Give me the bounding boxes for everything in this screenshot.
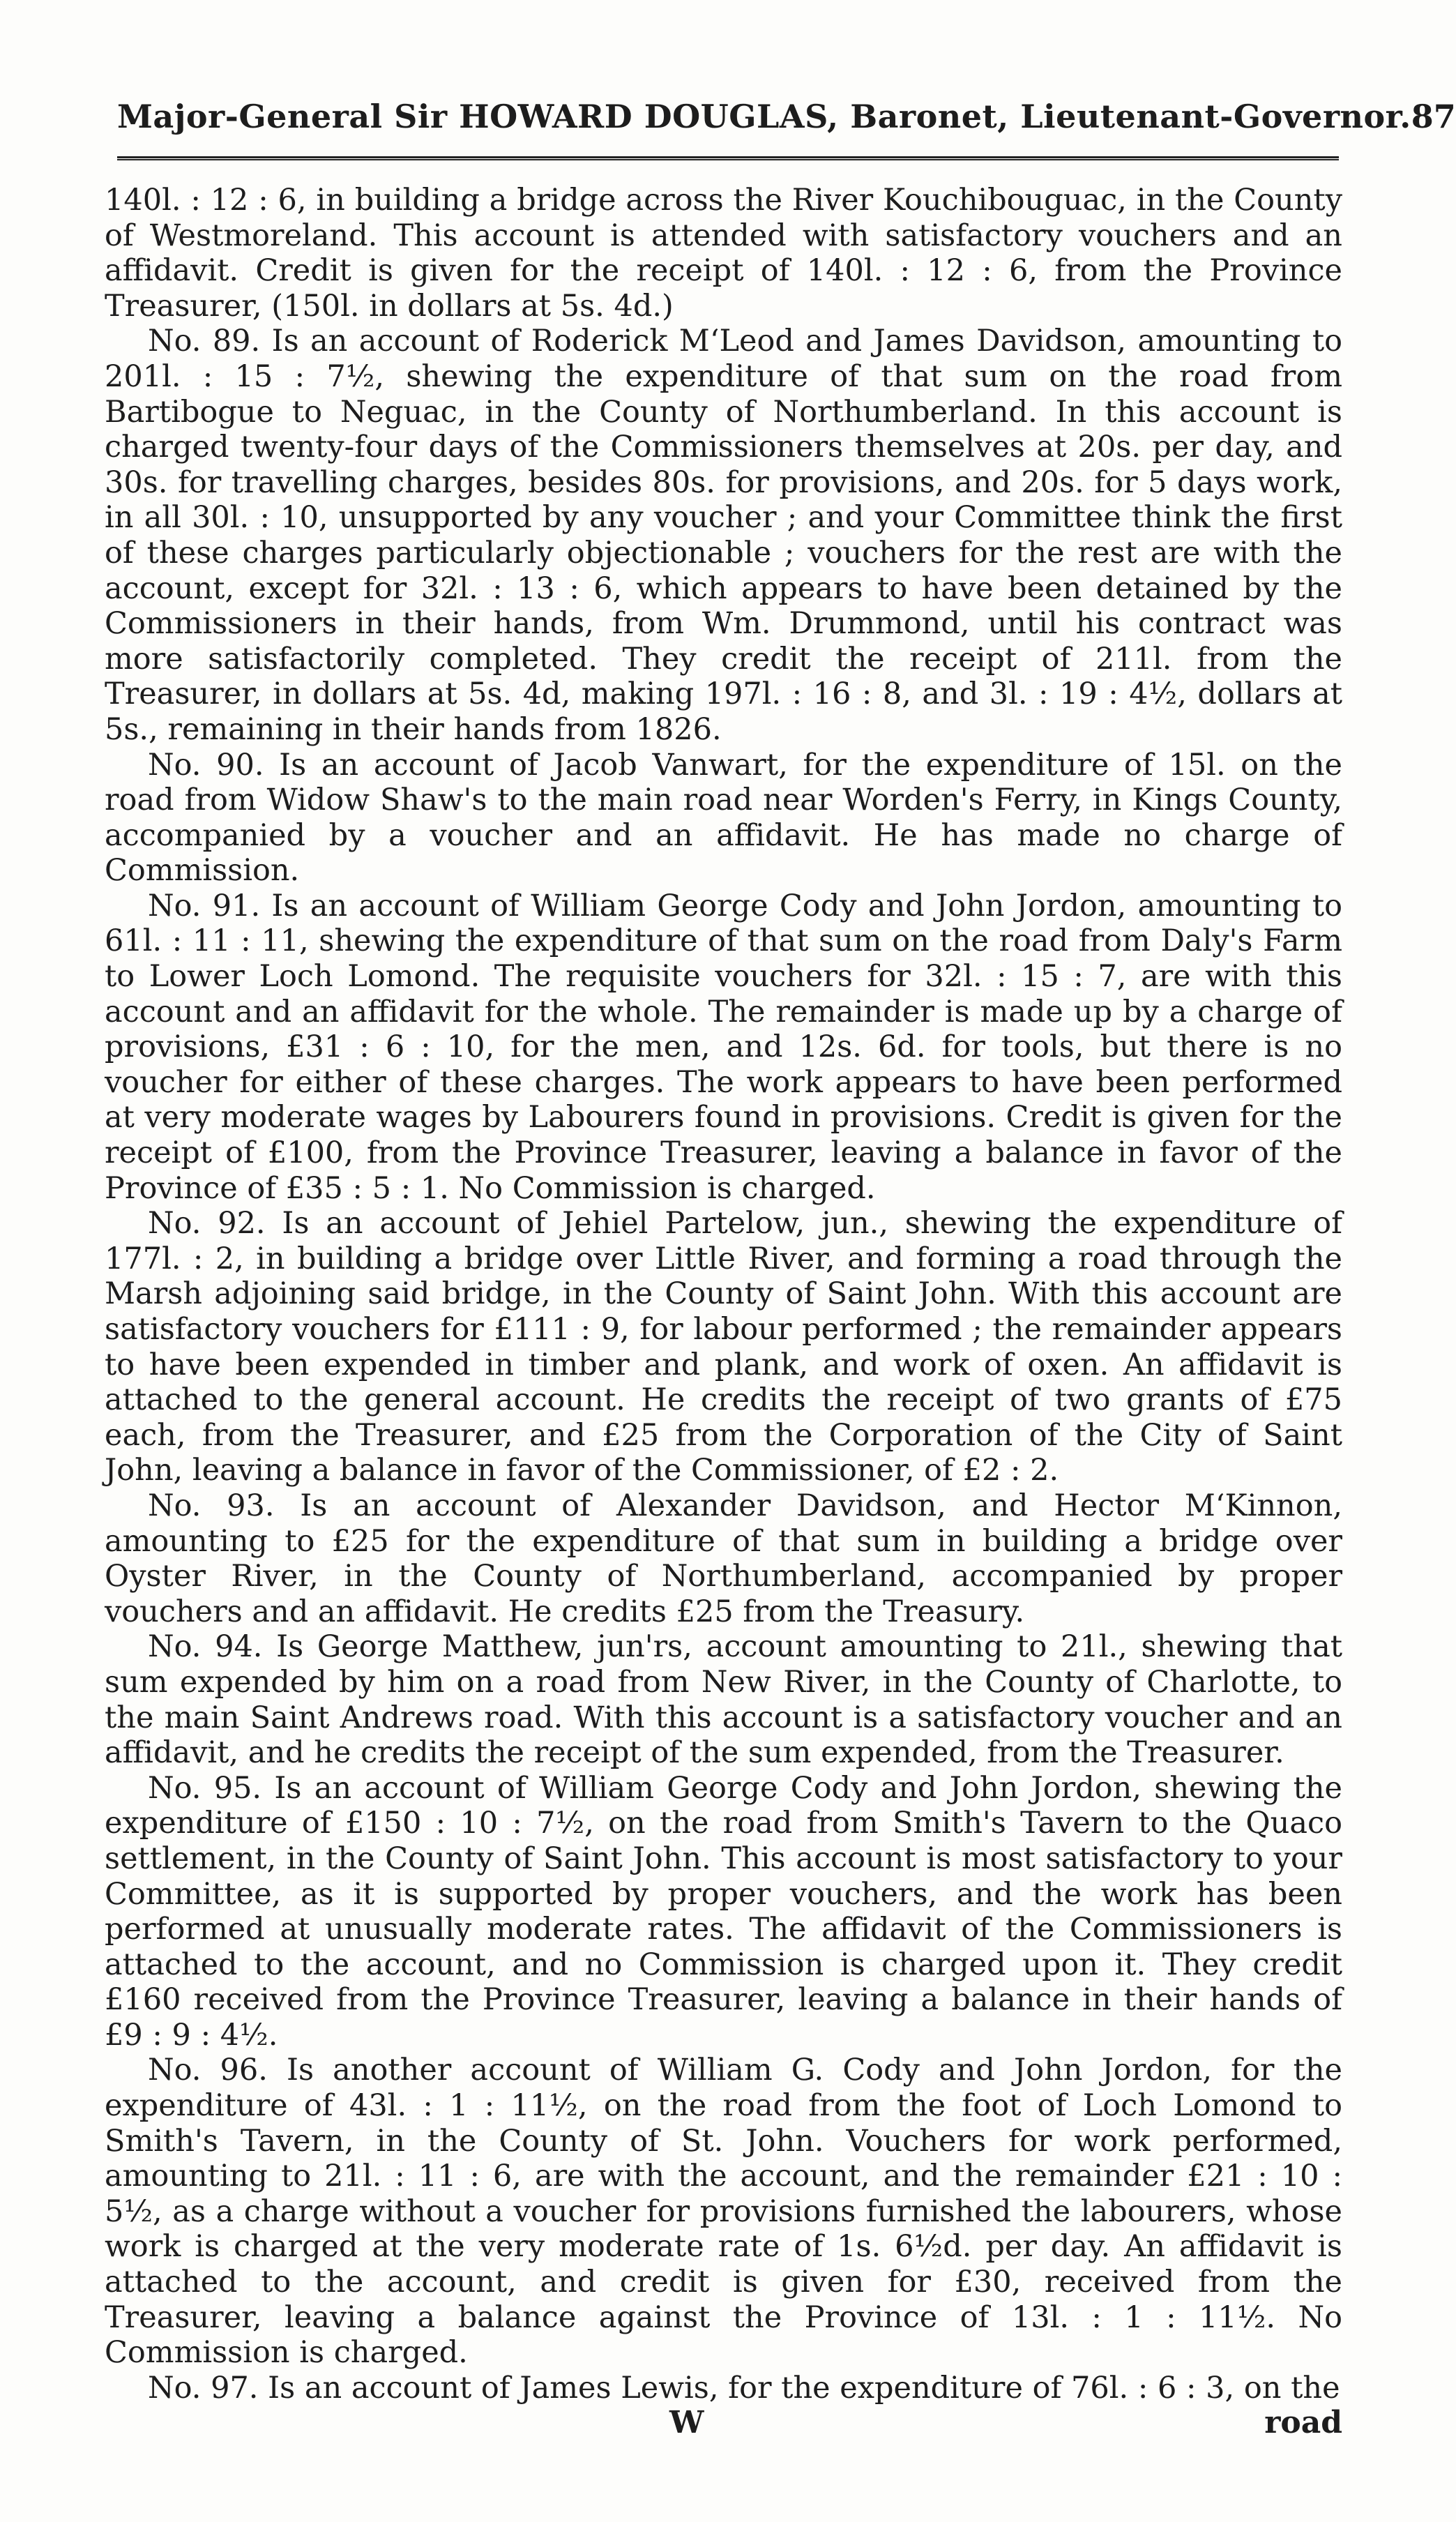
- signature-mark: W: [669, 2405, 704, 2440]
- page-number: 87: [1411, 98, 1456, 135]
- page-footer: [105, 2405, 1342, 2441]
- paragraph-no-96: No. 96. Is another account of William G. Cody and John Jordon, for the expenditure of 43l. : 1 : 11½, on the road from the foot of Loch Lomond to Smith's Tavern, in the County of St. John. Vouchers for work performed, amounting to 21l. : 11 : 6, are with the account, and the remainder £21 : 10 : 5½, as a charge without a voucher for provisions furnished the labourers, whose work is charged at the very moderate rate of 1s. 6½d. per day. An affidavit is attached to the account, and credit is given for £30, received from the Treasurer, leaving a balance against the Province of 13l. : 1 : 11½. No Commission is charged.: [105, 2053, 1342, 2371]
- body-text: [105, 183, 1342, 2406]
- paragraph-continued: 140l. : 12 : 6, in building a bridge across the River Kouchibouguac, in the County of Westmoreland. This account is attended with satisfactory vouchers and an affidavit. Credit is given for the receipt of 140l. : 12 : 6, from the Province Treasurer, (150l. in dollars at 5s. 4d.): [105, 183, 1342, 324]
- paragraph-no-93: No. 93. Is an account of Alexander Davidson, and Hector M‘Kinnon, amounting to £25 for the expenditure of that sum in building a bridge over Oyster River, in the County of Northumberland, accompanied by proper vouchers and an affidavit. He credits £25 from the Treasury.: [105, 1488, 1342, 1629]
- paragraph-no-92: No. 92. Is an account of Jehiel Partelow, jun., shewing the expenditure of 177l. : 2, in building a bridge over Little River, and forming a road through the Marsh adjoining said bridge, in the County of Saint John. With this account are satisfactory vouchers for £111 : 9, for labour performed ; the remainder appears to have been expended in timber and plank, and work of oxen. An affidavit is attached to the general account. He credits the receipt of two grants of £75 each, from the Treasurer, and £25 from the Corporation of the City of Saint John, leaving a balance in favor of the Commissioner, of £2 : 2.: [105, 1206, 1342, 1488]
- paragraph-no-97: No. 97. Is an account of James Lewis, for the expenditure of 76l. : 6 : 3, on the: [148, 2370, 1340, 2406]
- catchword: road: [1264, 2405, 1342, 2440]
- running-title: Major-General Sir HOWARD DOUGLAS, Baronet, Lieutenant-Governor.: [117, 98, 1411, 135]
- paragraph-no-89: No. 89. Is an account of Roderick M‘Leod and James Davidson, amounting to 201l. : 15 : 7½, shewing the expenditure of that sum on the road from Bartibogue to Neguac, in the County of Northumberland. In this account is charged twenty-four days of the Commissioners themselves at 20s. per day, and 30s. for travelling charges, besides 80s. for provisions, and 20s. for 5 days work, in all 30l. : 10, unsupported by any voucher ; and your Committee think the first of these charges particularly objectionable ; vouchers for the rest are with the account, except for 32l. : 13 : 6, which appears to have been detained by the Commissioners in their hands, from Wm. Drummond, until his contract was more satisfactorily completed. They credit the receipt of 211l. from the Treasurer, in dollars at 5s. 4d, making 197l. : 16 : 8, and 3l. : 19 : 4½, dollars at 5s., remaining in their hands from 1826.: [105, 324, 1342, 747]
- paragraph-no-90: No. 90. Is an account of Jacob Vanwart, for the expenditure of 15l. on the road from Widow Shaw's to the main road near Worden's Ferry, in Kings County, accompanied by a voucher and an affidavit. He has made no charge of Commission.: [105, 747, 1342, 889]
- header-rule: [117, 156, 1339, 160]
- paragraph-no-95: No. 95. Is an account of William George Cody and John Jordon, shewing the expenditure of £150 : 10 : 7½, on the road from Smith's Tavern to the Quaco settlement, in the County of Saint John. This account is most satisfactory to your Committee, as it is supported by proper vouchers, and the work has been performed at unusually moderate rates. The affidavit of the Commissioners is attached to the account, and no Commission is charged upon it. They credit £160 received from the Province Treasurer, leaving a balance in their hands of £9 : 9 : 4½.: [105, 1770, 1342, 2053]
- paragraph-no-94: No. 94. Is George Matthew, jun'rs, account amounting to 21l., shewing that sum expended by him on a road from New River, in the County of Charlotte, to the main Saint Andrews road. With this account is a satisfactory voucher and an affidavit, and he credits the receipt of the sum expended, from the Treasurer.: [105, 1629, 1342, 1771]
- page-header: [117, 98, 1456, 135]
- paragraph-no-91: No. 91. Is an account of William George Cody and John Jordon, amounting to 61l. : 11 : 11, shewing the expenditure of that sum on the road from Daly's Farm to Lower Loch Lomond. The requisite vouchers for 32l. : 15 : 7, are with this account and an affidavit for the whole. The remainder is made up by a charge of provisions, £31 : 6 : 10, for the men, and 12s. 6d. for tools, but there is no voucher for either of these charges. The work appears to have been performed at very moderate wages by Labourers found in provisions. Credit is given for the receipt of £100, from the Province Treasurer, leaving a balance in favor of the Province of £35 : 5 : 1. No Commission is charged.: [105, 888, 1342, 1206]
